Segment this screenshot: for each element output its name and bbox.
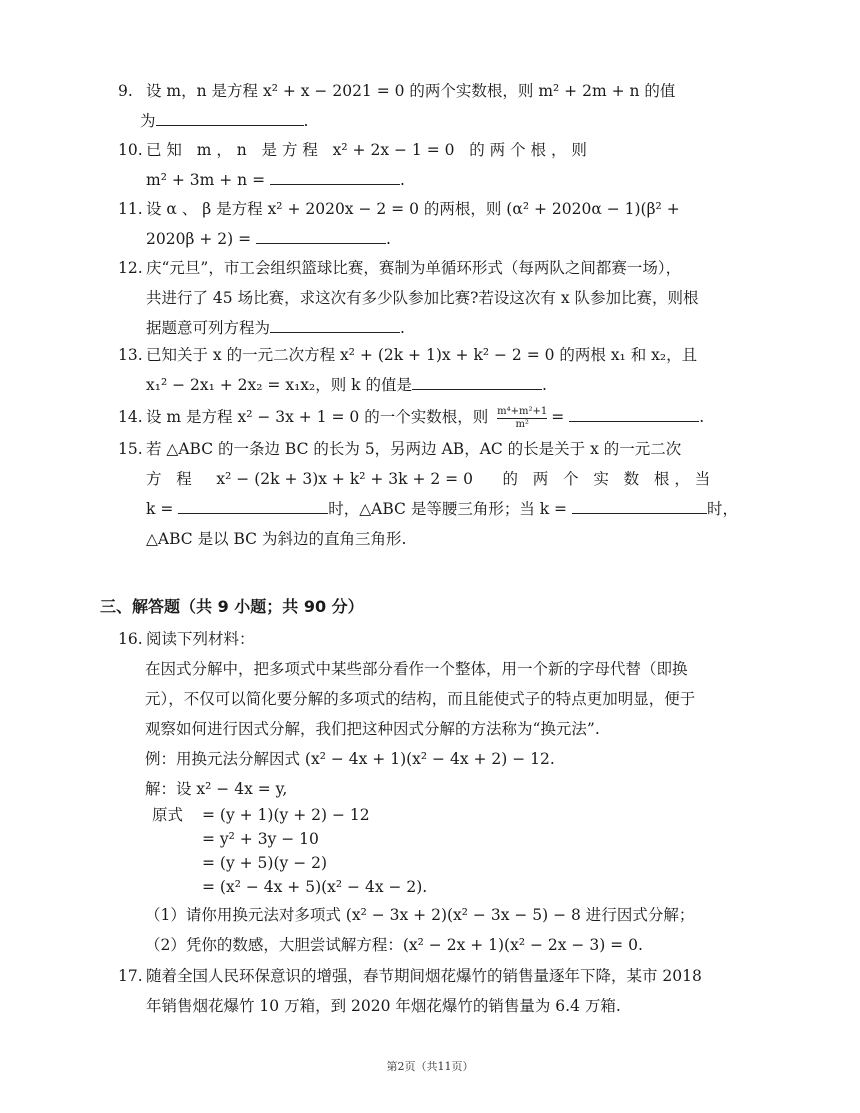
question-text: m² + 3m + n = xyxy=(146,171,270,189)
question-13 xyxy=(118,340,763,400)
solution-step: = (x² − 4x + 5)(x² − 4x − 2). xyxy=(202,878,428,896)
question-16-subquestions xyxy=(145,900,775,960)
solution-step: = y² + 3y − 10 xyxy=(202,830,319,848)
period: . xyxy=(303,112,309,130)
question-text: △ABC 是以 BC 为斜边的直角三角形. xyxy=(146,530,407,548)
question-text: 随着全国人民环保意识的增强，春节期间烟花爆竹的销售量逐年下降，某市 2018 xyxy=(146,967,702,985)
question-text: 阅读下列材料： xyxy=(146,630,255,648)
subquestion-2: （2）凭你的数感，大胆尝试解方程：(x² − 2x + 1)(x² − 2x − 3) = 0. xyxy=(145,936,643,954)
answer-blank[interactable] xyxy=(270,166,400,185)
question-number: 16. xyxy=(118,630,143,648)
question-text: 时， xyxy=(706,500,738,518)
question-number: 10. xyxy=(118,141,143,159)
question-text: = xyxy=(551,408,570,426)
question-text: 为 xyxy=(140,112,156,130)
answer-blank[interactable] xyxy=(412,371,542,390)
answer-blank[interactable] xyxy=(569,403,699,422)
question-text: 已知关于 x 的一元二次方程 x² + (2k + 1)x + k² − 2 = 0 的两根 x₁ 和 x₂，且 xyxy=(146,346,698,364)
paragraph-line: 在因式分解中，把多项式中某些部分看作一个整体，用一个新的字母代替（即换 xyxy=(145,660,688,678)
question-number: 17. xyxy=(118,967,143,985)
question-text: 已 知 m ， n 是 方 程 x² + 2x − 1 = 0 的 两 个 根 ， 则 xyxy=(146,141,587,159)
answer-blank-1[interactable] xyxy=(178,495,328,514)
question-text: 设 m 是方程 x² − 3x + 1 = 0 的一个实数根，则 xyxy=(146,408,489,426)
question-number: 11. xyxy=(118,200,143,218)
question-text: 设 α 、 β 是方程 x² + 2020x − 2 = 0 的两根，则 (α² + 2020α − 1)(β² + xyxy=(146,200,680,218)
subquestion-1: （1）请你用换元法对多项式 (x² − 3x + 2)(x² − 3x − 5) − 8 进行因式分解； xyxy=(145,906,695,924)
question-text: 据题意可列方程为 xyxy=(146,319,271,337)
question-16-material xyxy=(145,654,775,804)
solution-step: = (y + 1)(y + 2) − 12 xyxy=(202,806,370,824)
question-17 xyxy=(118,961,763,1021)
answer-blank-2[interactable] xyxy=(572,495,707,514)
question-text: 方 程 x² − (2k + 3)x + k² + 3k + 2 = 0 的 两 个 实 数 根 ， 当 xyxy=(146,470,711,488)
answer-blank[interactable] xyxy=(256,225,386,244)
example-line: 例：用换元法分解因式 (x² − 4x + 1)(x² − 4x + 2) − 12. xyxy=(145,750,555,768)
question-text: 庆“元旦”，市工会组织篮球比赛，赛制为单循环形式（每两队之间都赛一场）， xyxy=(146,259,682,277)
paragraph-line: 元），不仅可以简化要分解的多项式的结构，而且能使式子的特点更加明显，便于 xyxy=(145,690,696,708)
solution-intro: 解：设 x² − 4x = y, xyxy=(145,780,288,798)
fraction-denominator: m² xyxy=(497,418,547,431)
question-9 xyxy=(118,76,763,136)
question-text: k = xyxy=(146,500,179,518)
question-number: 12. xyxy=(118,259,143,277)
question-11 xyxy=(118,194,763,254)
question-14 xyxy=(118,402,763,432)
period: . xyxy=(386,230,391,248)
period: . xyxy=(400,319,405,337)
answer-blank[interactable] xyxy=(156,107,304,126)
question-15 xyxy=(118,434,763,554)
original-label: 原式 xyxy=(152,806,184,824)
question-text: x₁² − 2x₁ + 2x₂ = x₁x₂，则 k 的值是 xyxy=(146,376,412,394)
solution-step: = (y + 5)(y − 2) xyxy=(202,854,328,872)
question-text: 若 △ABC 的一条边 BC 的长为 5，另两边 AB，AC 的长是关于 x 的一元二次 xyxy=(146,440,682,458)
question-text: 设 m，n 是方程 x² + x − 2021 = 0 的两个实数根，则 m² + 2m + n 的值 xyxy=(146,82,676,100)
question-text: 时，△ABC 是等腰三角形；当 k = xyxy=(328,500,572,518)
question-number: 13. xyxy=(118,346,143,364)
question-12 xyxy=(118,253,763,343)
answer-blank[interactable] xyxy=(270,314,400,333)
question-text: 2020β + 2) = xyxy=(146,230,256,248)
fraction xyxy=(497,406,547,431)
section-title: 三、解答题（共 9 小题；共 90 分） xyxy=(100,597,364,616)
period: . xyxy=(541,376,547,394)
solution-steps xyxy=(202,803,427,899)
question-text: 共进行了 45 场比赛，求这次有多少队参加比赛?若设这次有 x 队参加比赛，则根 xyxy=(146,289,699,307)
period: . xyxy=(699,408,705,426)
period: . xyxy=(399,171,405,189)
question-16 xyxy=(118,624,763,654)
question-number: 15. xyxy=(118,440,143,458)
paragraph-line: 观察如何进行因式分解，我们把这种因式分解的方法称为“换元法”. xyxy=(145,720,600,738)
fraction-numerator: m⁴+m²+1 xyxy=(497,405,548,417)
page-footer: 第2页（共11页） xyxy=(386,1060,474,1073)
question-number: 9. xyxy=(118,82,133,100)
question-number: 14. xyxy=(118,408,143,426)
question-text: 年销售烟花爆竹 10 万箱，到 2020 年烟花爆竹的销售量为 6.4 万箱. xyxy=(146,997,621,1015)
question-10 xyxy=(118,135,763,195)
